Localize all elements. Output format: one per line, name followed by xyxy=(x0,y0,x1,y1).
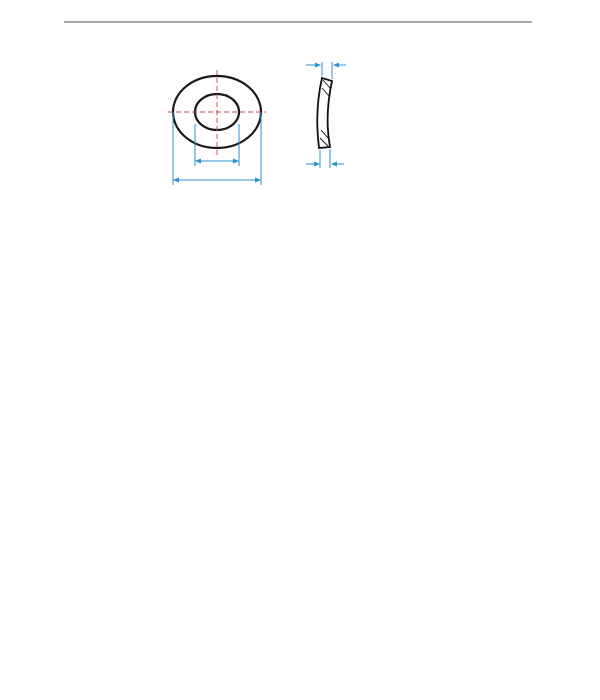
dimension-H xyxy=(306,149,344,168)
arrow xyxy=(314,162,320,167)
separator-bar xyxy=(332,600,528,605)
header-divider xyxy=(64,21,532,23)
stack-panel-single xyxy=(330,370,532,436)
characteristic-curves-chart xyxy=(62,362,310,668)
arrow xyxy=(331,162,337,167)
arrow xyxy=(315,63,321,68)
separator-bar xyxy=(332,438,528,443)
stack-panel-series8 xyxy=(330,610,532,676)
separator-bar xyxy=(332,518,528,523)
disc-spring-diagram xyxy=(130,44,370,196)
side-section xyxy=(317,78,332,148)
stack-panel-series4 xyxy=(330,530,532,596)
fig2-svg xyxy=(62,362,310,668)
arrow xyxy=(173,178,179,183)
separator-bar xyxy=(332,360,528,365)
dimension-t xyxy=(306,62,346,79)
arrow xyxy=(233,159,239,164)
arrow xyxy=(195,159,201,164)
stack-panel-parallel xyxy=(330,450,532,516)
arrow xyxy=(333,63,339,68)
arrow xyxy=(255,178,261,183)
